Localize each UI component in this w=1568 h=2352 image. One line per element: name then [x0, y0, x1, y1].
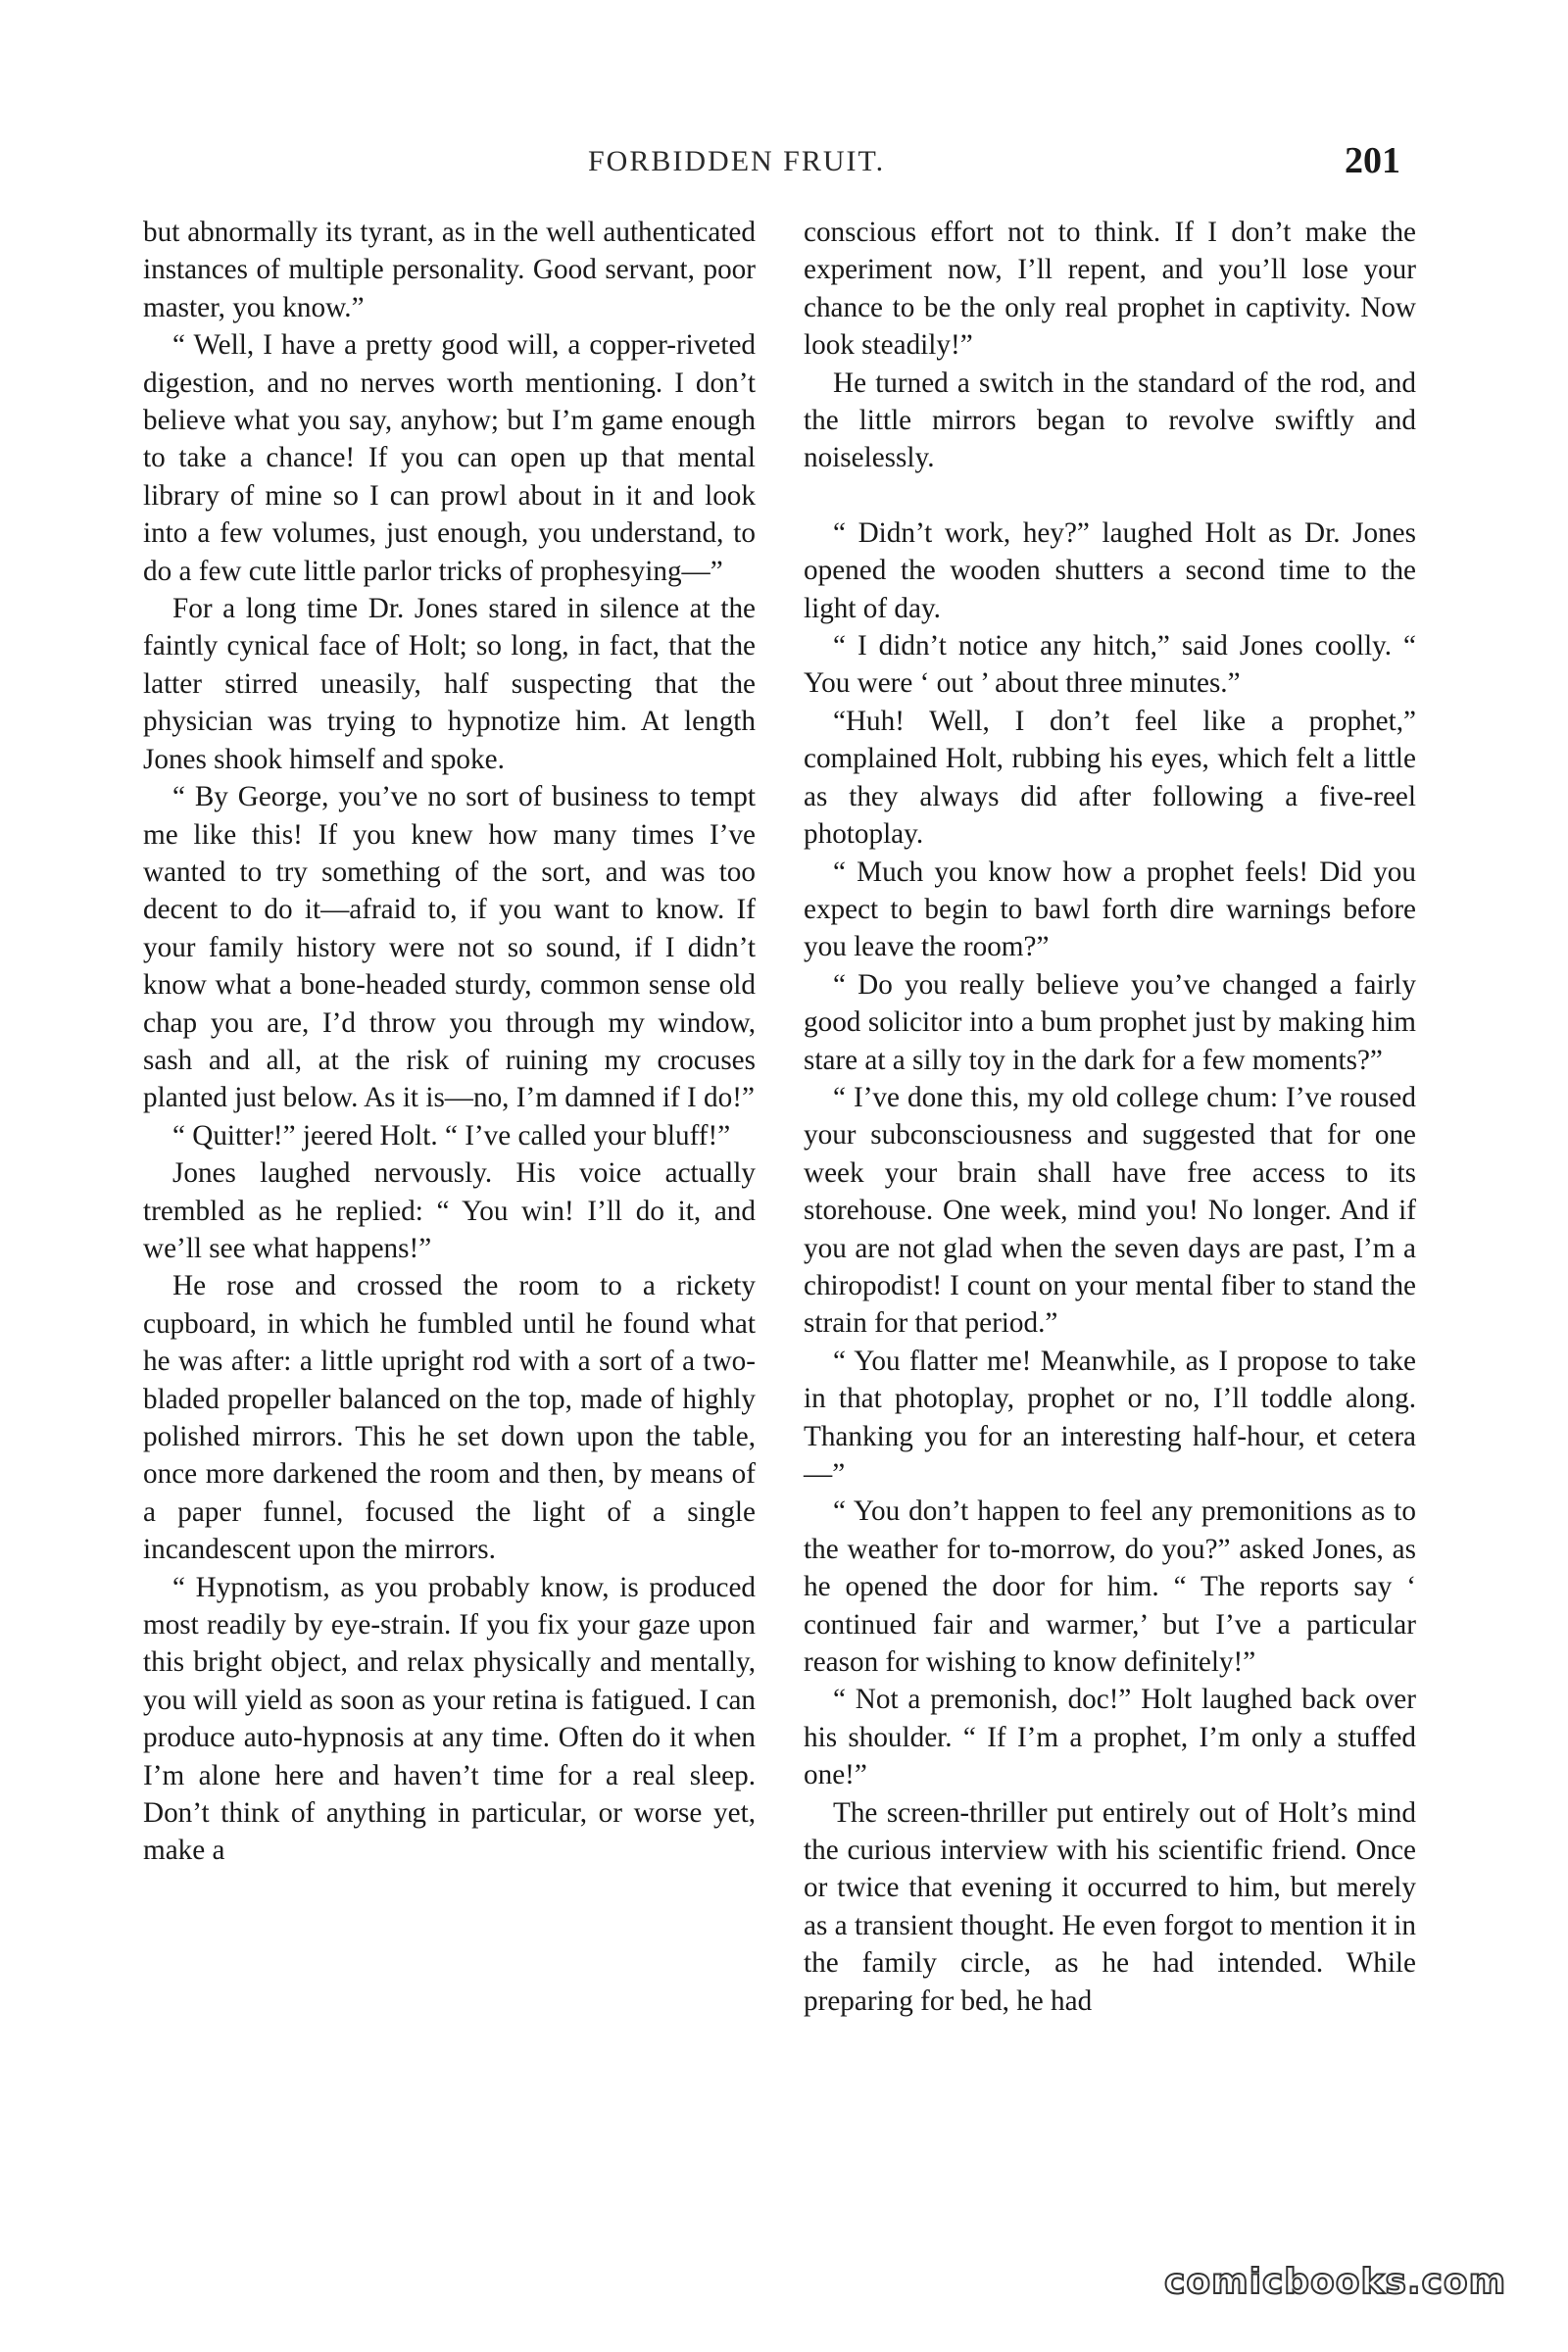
- paragraph: “Huh! Well, I don’t feel like a prophet,” complained Holt, rubbing his eyes, which felt a little as they always did after following a five-reel photoplay.: [804, 705, 1416, 851]
- paragraph: For a long time Dr. Jones stared in silence at the faintly cynical face of Holt; so long, in fact, that the latter stirred uneasily, half suspecting that the physician was trying to hypnotize him. At length Jones shook himself and spoke.: [143, 593, 756, 775]
- paragraph: “ I’ve done this, my old college chum: I’ve roused your subconsciousness and suggested that for one week your brain shall have free access to its storehouse. One week, mind you! No longer. And if you are not glad when the seven days are past, I’m a chiropodist! I count on your mental fiber to stand the strain for that period.”: [804, 1081, 1416, 1340]
- page-number: 201: [1345, 140, 1400, 181]
- paragraph: He turned a switch in the standard of the rod, and the little mirrors began to revolve swiftly and noiselessly.: [804, 367, 1416, 474]
- paragraph: conscious effort not to think. If I don’t make the experiment now, I’ll repent, and you’ll lose your chance to be the only real prophet in captivity. Now look steadily!”: [804, 217, 1416, 362]
- paragraph: “ You flatter me! Meanwhile, as I propose to take in that photoplay, prophet or no, I’ll toddle along. Thanking you for an interesting half-hour, et cetera—”: [804, 1345, 1416, 1490]
- paragraph: “ I didn’t notice any hitch,” said Jones coolly. “ You were ‘ out ’ about three minutes.”: [804, 630, 1416, 700]
- paragraph: “ Not a premonish, doc!” Holt laughed back over his shoulder. “ If I’m a prophet, I’m only a stuffed one!”: [804, 1684, 1416, 1791]
- paragraph: but abnormally its tyrant, as in the well authenticated instances of multiple personality. Good servant, poor master, you know.”: [143, 217, 756, 323]
- paragraph: “ Quitter!” jeered Holt. “ I’ve called your bluff!”: [172, 1119, 731, 1152]
- paragraph: He rose and crossed the room to a rickety cupboard, in which he fumbled until he found what he was after: a little upright rod with a sort of a two-bladed propeller balanced on the top, made of highly polished mirrors. This he set down upon the table, once more darkened the room and then, by means of a paper funnel, focused the light of a single incandescent upon the mirrors.: [143, 1270, 756, 1566]
- running-head: [0, 140, 1568, 184]
- paragraph: “ Do you really believe you’ve changed a fairly good solicitor into a bum prophet just by making him stare at a silly toy in the dark for a few moments?”: [804, 968, 1416, 1076]
- right-column: [804, 214, 1416, 2020]
- watermark: comicbooks.com: [1164, 2262, 1507, 2302]
- paragraph: “ Hypnotism, as you probably know, is produced most readily by eye-strain. If you fix your gaze upon this bright object, and relax physically and mentally, you will yield as soon as your retina is fatigued. I can produce auto-hypnosis at any time. Often do it when I’m alone here and haven’t time for a real sleep. Don’t think of anything in particular, or worse yet, make a: [143, 1571, 756, 1867]
- section-break: [804, 477, 1416, 514]
- paragraph: “ Much you know how a prophet feels! Did you expect to begin to bawl forth dire warnings before you leave the room?”: [804, 856, 1416, 963]
- running-title: FORBIDDEN FRUIT.: [588, 145, 886, 177]
- paragraph: Jones laughed nervously. His voice actually trembled as he replied: “ You win! I’ll do it, and we’ll see what happens!”: [143, 1157, 756, 1264]
- paragraph: The screen-thriller put entirely out of Holt’s mind the curious interview with his scientific friend. Once or twice that evening it occurred to him, but merely as a transient thought. He even forgot to mention it in the family circle, as he had intended. While preparing for bed, he had: [804, 1796, 1416, 2017]
- paragraph: “ You don’t happen to feel any premonitions as to the weather for to-morrow, do you?” asked Jones, as he opened the door for him. “ The reports say ‘ continued fair and warmer,’ but I’ve a particular reason for wishing to know definitely!”: [804, 1495, 1416, 1679]
- paragraph: “ Didn’t work, hey?” laughed Holt as Dr. Jones opened the wooden shutters a second time to the light of day.: [804, 516, 1416, 624]
- paragraph: “ Well, I have a pretty good will, a copper-riveted digestion, and no nerves worth mentioning. I don’t believe what you say, anyhow; but I’m game enough to take a chance! If you can open up that mental library of mine so I can prowl about in it and look into a few volumes, just enough, you understand, to do a few cute little parlor tricks of prophesying—”: [143, 329, 756, 587]
- left-column: [143, 214, 756, 1870]
- paragraph: “ By George, you’ve no sort of business to tempt me like this! If you knew how many times I’ve wanted to try something of the sort, and was too decent to do it—afraid to, if you want to know. If your family history were not so sound, if I didn’t know what a bone-headed sturdy, common sense old chap you are, I’d throw you through my window, sash and all, at the risk of ruining my crocuses planted just below. As it is—no, I’m damned if I do!”: [143, 781, 756, 1114]
